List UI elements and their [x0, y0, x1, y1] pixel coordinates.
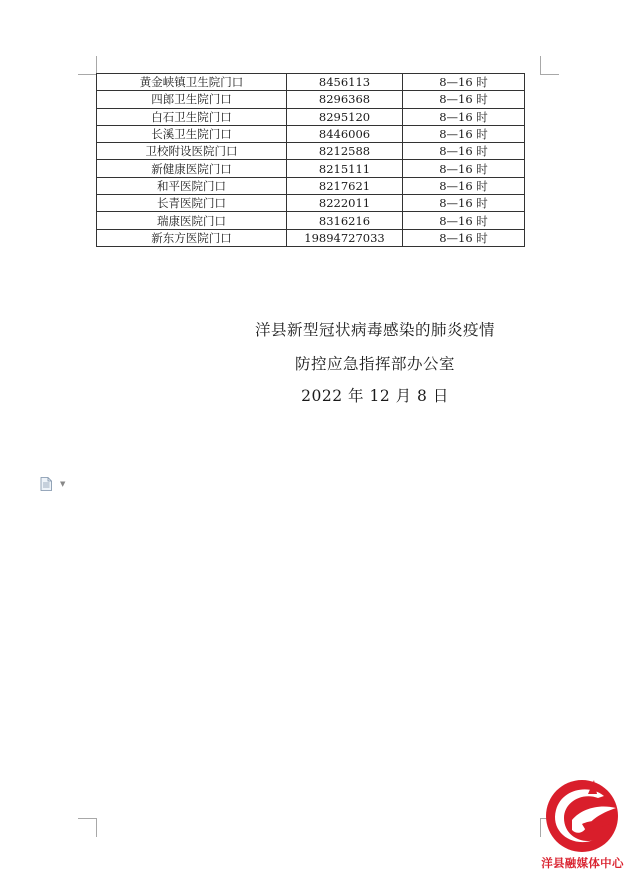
phone-cell: 8215111 — [287, 160, 403, 177]
phone-cell: 8316216 — [287, 212, 403, 229]
phone-cell: 8296368 — [287, 91, 403, 108]
signature-date: 2022 年 12 月 8 日 — [301, 387, 449, 405]
dropdown-arrow-icon[interactable]: ▼ — [60, 480, 66, 488]
media-center-logo-icon — [542, 774, 626, 854]
signature-org-line2: 防控应急指挥部办公室 — [294, 355, 455, 373]
hours-cell: 8—16 时 — [403, 229, 525, 246]
hours-cell: 8—16 时 — [403, 143, 525, 160]
watermark-text: 洋县融媒体中心 — [541, 856, 624, 870]
table-row — [97, 229, 525, 246]
page-corner-top-right — [540, 56, 559, 75]
location-cell: 卫校附设医院门口 — [97, 143, 287, 160]
phone-cell: 19894727033 — [287, 229, 403, 246]
page-corner-bottom-left — [78, 818, 97, 837]
hours-cell: 8—16 时 — [403, 74, 525, 91]
phone-cell: 8295120 — [287, 108, 403, 125]
document-icon[interactable] — [40, 477, 52, 491]
phone-cell: 8456113 — [287, 74, 403, 91]
signature-org-line1: 洋县新型冠状病毒感染的肺炎疫情 — [254, 321, 495, 339]
hours-cell: 8—16 时 — [403, 160, 525, 177]
location-cell: 新东方医院门口 — [97, 229, 287, 246]
location-cell: 白石卫生院门口 — [97, 108, 287, 125]
hours-cell: 8—16 时 — [403, 195, 525, 212]
table-row — [97, 160, 525, 177]
table-row — [97, 177, 525, 194]
table-row — [97, 125, 525, 142]
phone-cell: 8212588 — [287, 143, 403, 160]
phone-cell: 8446006 — [287, 125, 403, 142]
phone-cell: 8222011 — [287, 195, 403, 212]
table-row — [97, 212, 525, 229]
table-row — [97, 195, 525, 212]
table-row — [97, 74, 525, 91]
testing-sites-table — [96, 73, 525, 247]
location-cell: 四郎卫生院门口 — [97, 91, 287, 108]
location-cell: 瑞康医院门口 — [97, 212, 287, 229]
table-row — [97, 91, 525, 108]
hours-cell: 8—16 时 — [403, 212, 525, 229]
phone-cell: 8217621 — [287, 177, 403, 194]
hours-cell: 8—16 时 — [403, 125, 525, 142]
table-row — [97, 143, 525, 160]
location-cell: 长青医院门口 — [97, 195, 287, 212]
table-row — [97, 108, 525, 125]
location-cell: 和平医院门口 — [97, 177, 287, 194]
hours-cell: 8—16 时 — [403, 108, 525, 125]
hours-cell: 8—16 时 — [403, 91, 525, 108]
page-corner-top-left — [78, 56, 97, 75]
location-cell: 新健康医院门口 — [97, 160, 287, 177]
location-cell: 黄金峡镇卫生院门口 — [97, 74, 287, 91]
location-cell: 长溪卫生院门口 — [97, 125, 287, 142]
table-body — [97, 74, 525, 247]
hours-cell: 8—16 时 — [403, 177, 525, 194]
